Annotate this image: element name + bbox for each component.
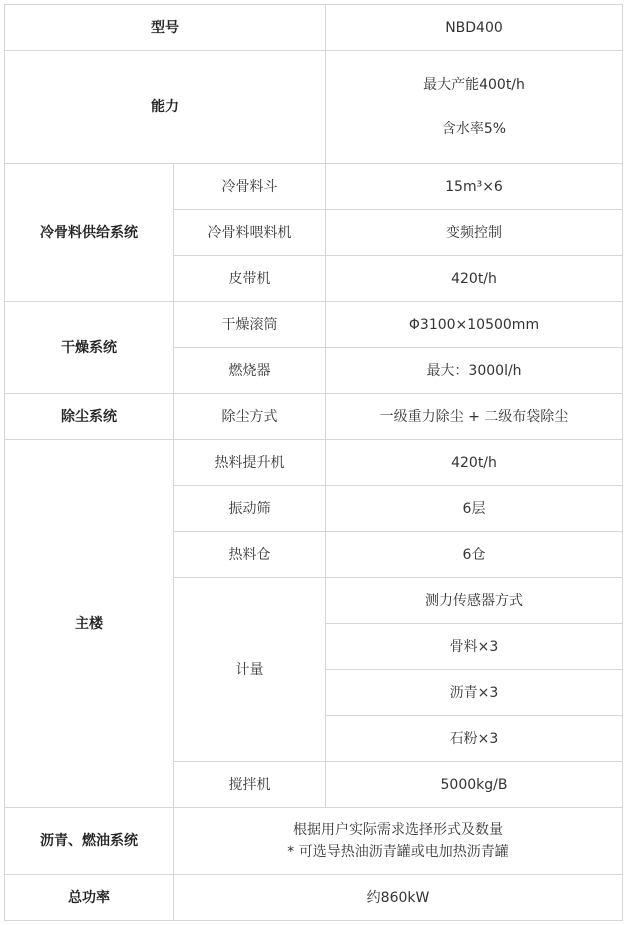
cold-feed-system-label: 冷骨料供给系统: [5, 164, 174, 302]
dust-system-label: 除尘系统: [5, 394, 174, 440]
metering-filler-value: 石粉×3: [326, 716, 623, 762]
asphalt-fuel-system-value: [174, 808, 623, 875]
cold-hopper-label: 冷骨料斗: [174, 164, 326, 210]
cold-feeder-value: 变频控制: [326, 210, 623, 256]
capacity-line-2: 含水率5%: [441, 121, 507, 137]
burner-label: 燃烧器: [174, 348, 326, 394]
capacity-line-1: 最大产能400t/h: [423, 77, 525, 93]
capacity-label: 能力: [5, 51, 326, 164]
hot-elevator-label: 热料提升机: [174, 440, 326, 486]
vibrating-screen-value: 6层: [326, 486, 623, 532]
table-row: [5, 875, 623, 921]
spec-table: [4, 4, 623, 921]
main-tower-label: 主楼: [5, 440, 174, 808]
total-power-label: 总功率: [5, 875, 174, 921]
table-row: [5, 51, 623, 164]
metering-method-value: 测力传感器方式: [326, 578, 623, 624]
table-row: [5, 808, 623, 875]
capacity-value: [326, 51, 623, 164]
asphalt-line-2: * 可选导热油沥青罐或电加热沥青罐: [287, 844, 509, 860]
hot-elevator-value: 420t/h: [326, 440, 623, 486]
model-value: NBD400: [326, 5, 623, 51]
cold-hopper-value: 15m³×6: [326, 164, 623, 210]
drying-system-label: 干燥系统: [5, 302, 174, 394]
spacer: [332, 96, 616, 118]
burner-value: 最大：3000l/h: [326, 348, 623, 394]
metering-asphalt-value: 沥青×3: [326, 670, 623, 716]
dust-method-value: 一级重力除尘 + 二级布袋除尘: [326, 394, 623, 440]
cold-feeder-label: 冷骨料喂料机: [174, 210, 326, 256]
metering-aggregate-value: 骨料×3: [326, 624, 623, 670]
model-label: 型号: [5, 5, 326, 51]
table-row: [5, 440, 623, 486]
asphalt-line-1: 根据用户实际需求选择形式及数量: [293, 822, 503, 838]
table-row: [5, 164, 623, 210]
metering-label: 计量: [174, 578, 326, 762]
belt-conveyor-label: 皮带机: [174, 256, 326, 302]
table-row: [5, 302, 623, 348]
asphalt-fuel-system-label: 沥青、燃油系统: [5, 808, 174, 875]
hot-bin-value: 6仓: [326, 532, 623, 578]
table-row: [5, 5, 623, 51]
belt-conveyor-value: 420t/h: [326, 256, 623, 302]
dust-method-label: 除尘方式: [174, 394, 326, 440]
mixer-value: 5000kg/B: [326, 762, 623, 808]
drying-drum-value: Φ3100×10500mm: [326, 302, 623, 348]
drying-drum-label: 干燥滚筒: [174, 302, 326, 348]
hot-bin-label: 热料仓: [174, 532, 326, 578]
vibrating-screen-label: 振动筛: [174, 486, 326, 532]
mixer-label: 搅拌机: [174, 762, 326, 808]
table-row: [5, 394, 623, 440]
total-power-value: 约860kW: [174, 875, 623, 921]
